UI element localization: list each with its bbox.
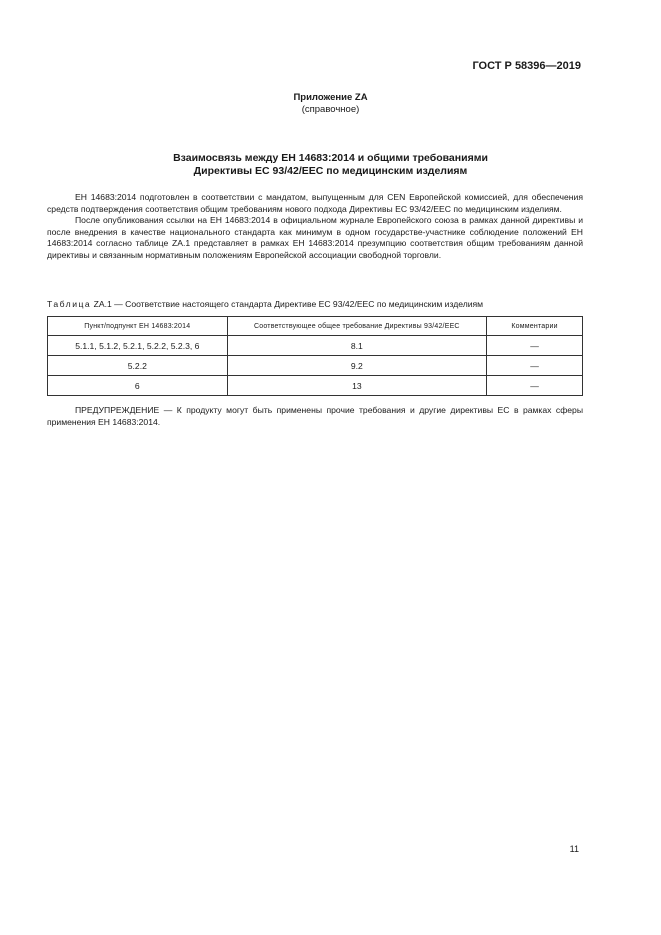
table-caption [47, 299, 607, 310]
body-text [47, 192, 583, 261]
table-cell: 5.2.2 [48, 356, 228, 376]
section-title-line-1: Взаимосвязь между ЕН 14683:2014 и общими требованиями [173, 152, 488, 164]
column-header-comments: Комментарии [487, 317, 583, 336]
annex-heading [0, 92, 661, 116]
correspondence-table [47, 316, 583, 396]
table-header-row [48, 317, 583, 336]
warning-note [47, 405, 583, 428]
warning-text: ПРЕДУПРЕЖДЕНИЕ — К продукту могут быть применены прочие требования и другие директивы ЕС в рамках сферы применения ЕН 14683:2014. [47, 405, 583, 427]
table-caption-label: Таблица [47, 299, 92, 309]
paragraph: ЕН 14683:2014 подготовлен в соответствии с мандатом, выпущенным для CEN Европейской комиссией, для обеспечения средств подтверждения соответствия общим требованиям нового подхода Директивы ЕС 93/42/ЕЕС по медицинским изделиям. [47, 192, 583, 214]
annex-title: Приложение ZA [293, 92, 368, 103]
table-cell: — [487, 336, 583, 356]
table-cell: 13 [227, 376, 486, 396]
table-cell: 5.1.1, 5.1.2, 5.2.1, 5.2.2, 5.2.3, 6 [48, 336, 228, 356]
annex-subtitle: (справочное) [301, 104, 360, 115]
document-code: ГОСТ Р 58396—2019 [472, 60, 581, 72]
column-header-clause: Пункт/подпункт ЕН 14683:2014 [48, 317, 228, 336]
paragraph: После опубликования ссылки на ЕН 14683:2014 в официальном журнале Европейского союза в рамках данной директивы и после внедрения в качестве национального стандарта как минимум в одном государстве-участнике соблюдение положений ЕН 14683:2014 согласно таблице ZA.1 представляет в рамках ЕН 14683:2014 презумпцию соответствия общим требованиям данной директивы и связанным нормативным положениям Европейской ассоциации свободной торговли. [47, 215, 583, 260]
table-row [48, 336, 583, 356]
table-row [48, 376, 583, 396]
table-cell: — [487, 376, 583, 396]
column-header-requirement: Соответствующее общее требование Директивы 93/42/ЕЕС [227, 317, 486, 336]
section-title [0, 152, 661, 178]
table-cell: 9.2 [227, 356, 486, 376]
table-caption-text: ZA.1 — Соответствие настоящего стандарта Директиве ЕС 93/42/ЕЕС по медицинским изделиям [91, 299, 484, 309]
table-cell: 6 [48, 376, 228, 396]
table-cell: — [487, 356, 583, 376]
table-row [48, 356, 583, 376]
page-number: 11 [569, 844, 579, 854]
table-cell: 8.1 [227, 336, 486, 356]
section-title-line-2: Директивы ЕС 93/42/ЕЕС по медицинским изделиям [193, 165, 468, 177]
